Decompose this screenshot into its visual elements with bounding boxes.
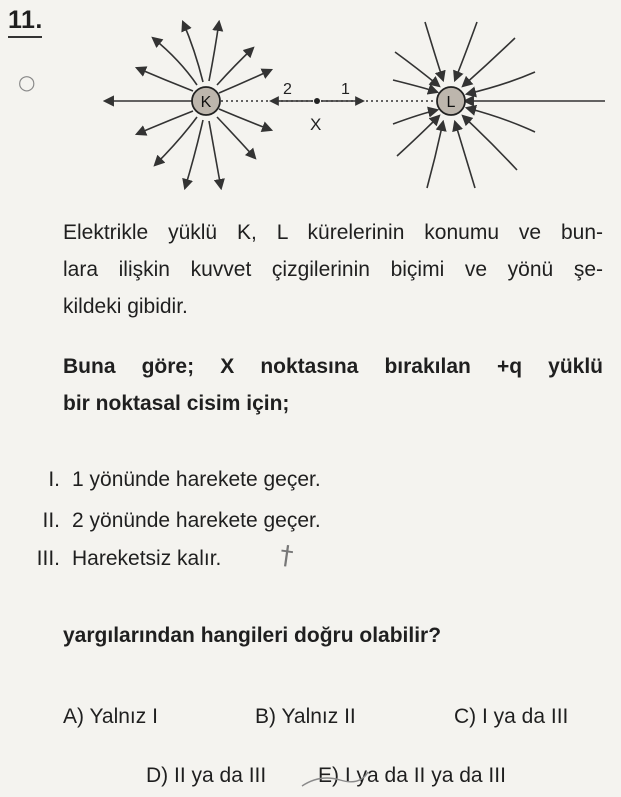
question-description (63, 214, 603, 325)
direction-2-label: 2 (283, 81, 292, 98)
handwritten-check-mark: † (277, 540, 296, 572)
statement-1 (28, 468, 321, 492)
prompt-line: Buna göre; X noktasına bırakılan +q yüklü (63, 355, 603, 378)
question-number-underline (8, 36, 42, 38)
statement-3 (28, 547, 221, 571)
ask-line: yargılarından hangileri doğru olabilir? (63, 624, 442, 647)
field-lines-figure (95, 10, 615, 195)
question-prompt (63, 348, 603, 422)
statement-number: I. (48, 468, 60, 491)
choice-e[interactable]: E) I ya da II ya da III (318, 764, 506, 787)
pencil-scribble (300, 768, 370, 790)
charge-k-label: K (200, 94, 212, 111)
choice-b[interactable]: B) Yalnız II (255, 705, 356, 728)
point-x-label: X (310, 115, 322, 134)
question-ask (63, 617, 603, 654)
statement-text: Hareketsiz kalır. (72, 547, 222, 570)
charge-l-field-lines (393, 22, 605, 188)
choice-d[interactable]: D) II ya da III (146, 764, 267, 787)
charge-l-label: L (446, 94, 456, 111)
statement-text: 2 yönünde harekete geçer. (72, 509, 321, 532)
description-line: Elektrikle yüklü K, L kürelerinin konumu ve bun- (63, 221, 603, 244)
statement-text: 1 yönünde harekete geçer. (72, 468, 321, 491)
choice-c[interactable]: C) I ya da III (454, 705, 569, 728)
description-line: kildeki gibidir. (63, 295, 188, 318)
direction-1-label: 1 (341, 81, 350, 98)
point-x-dot (314, 98, 320, 104)
statement-2 (28, 509, 321, 533)
statement-number: II. (42, 509, 60, 532)
charge-l (437, 87, 465, 115)
pencil-circle-mark: ○ (18, 70, 36, 94)
prompt-line: bir noktasal cisim için; (63, 392, 290, 415)
charge-k (192, 87, 220, 115)
charge-k-field-lines (105, 22, 271, 188)
description-line: lara ilişkin kuvvet çizgilerinin biçimi ve yönü şe- (63, 258, 603, 281)
choice-a[interactable]: A) Yalnız I (63, 705, 158, 728)
question-number: 11. (8, 6, 43, 34)
statement-number: III. (36, 547, 60, 570)
